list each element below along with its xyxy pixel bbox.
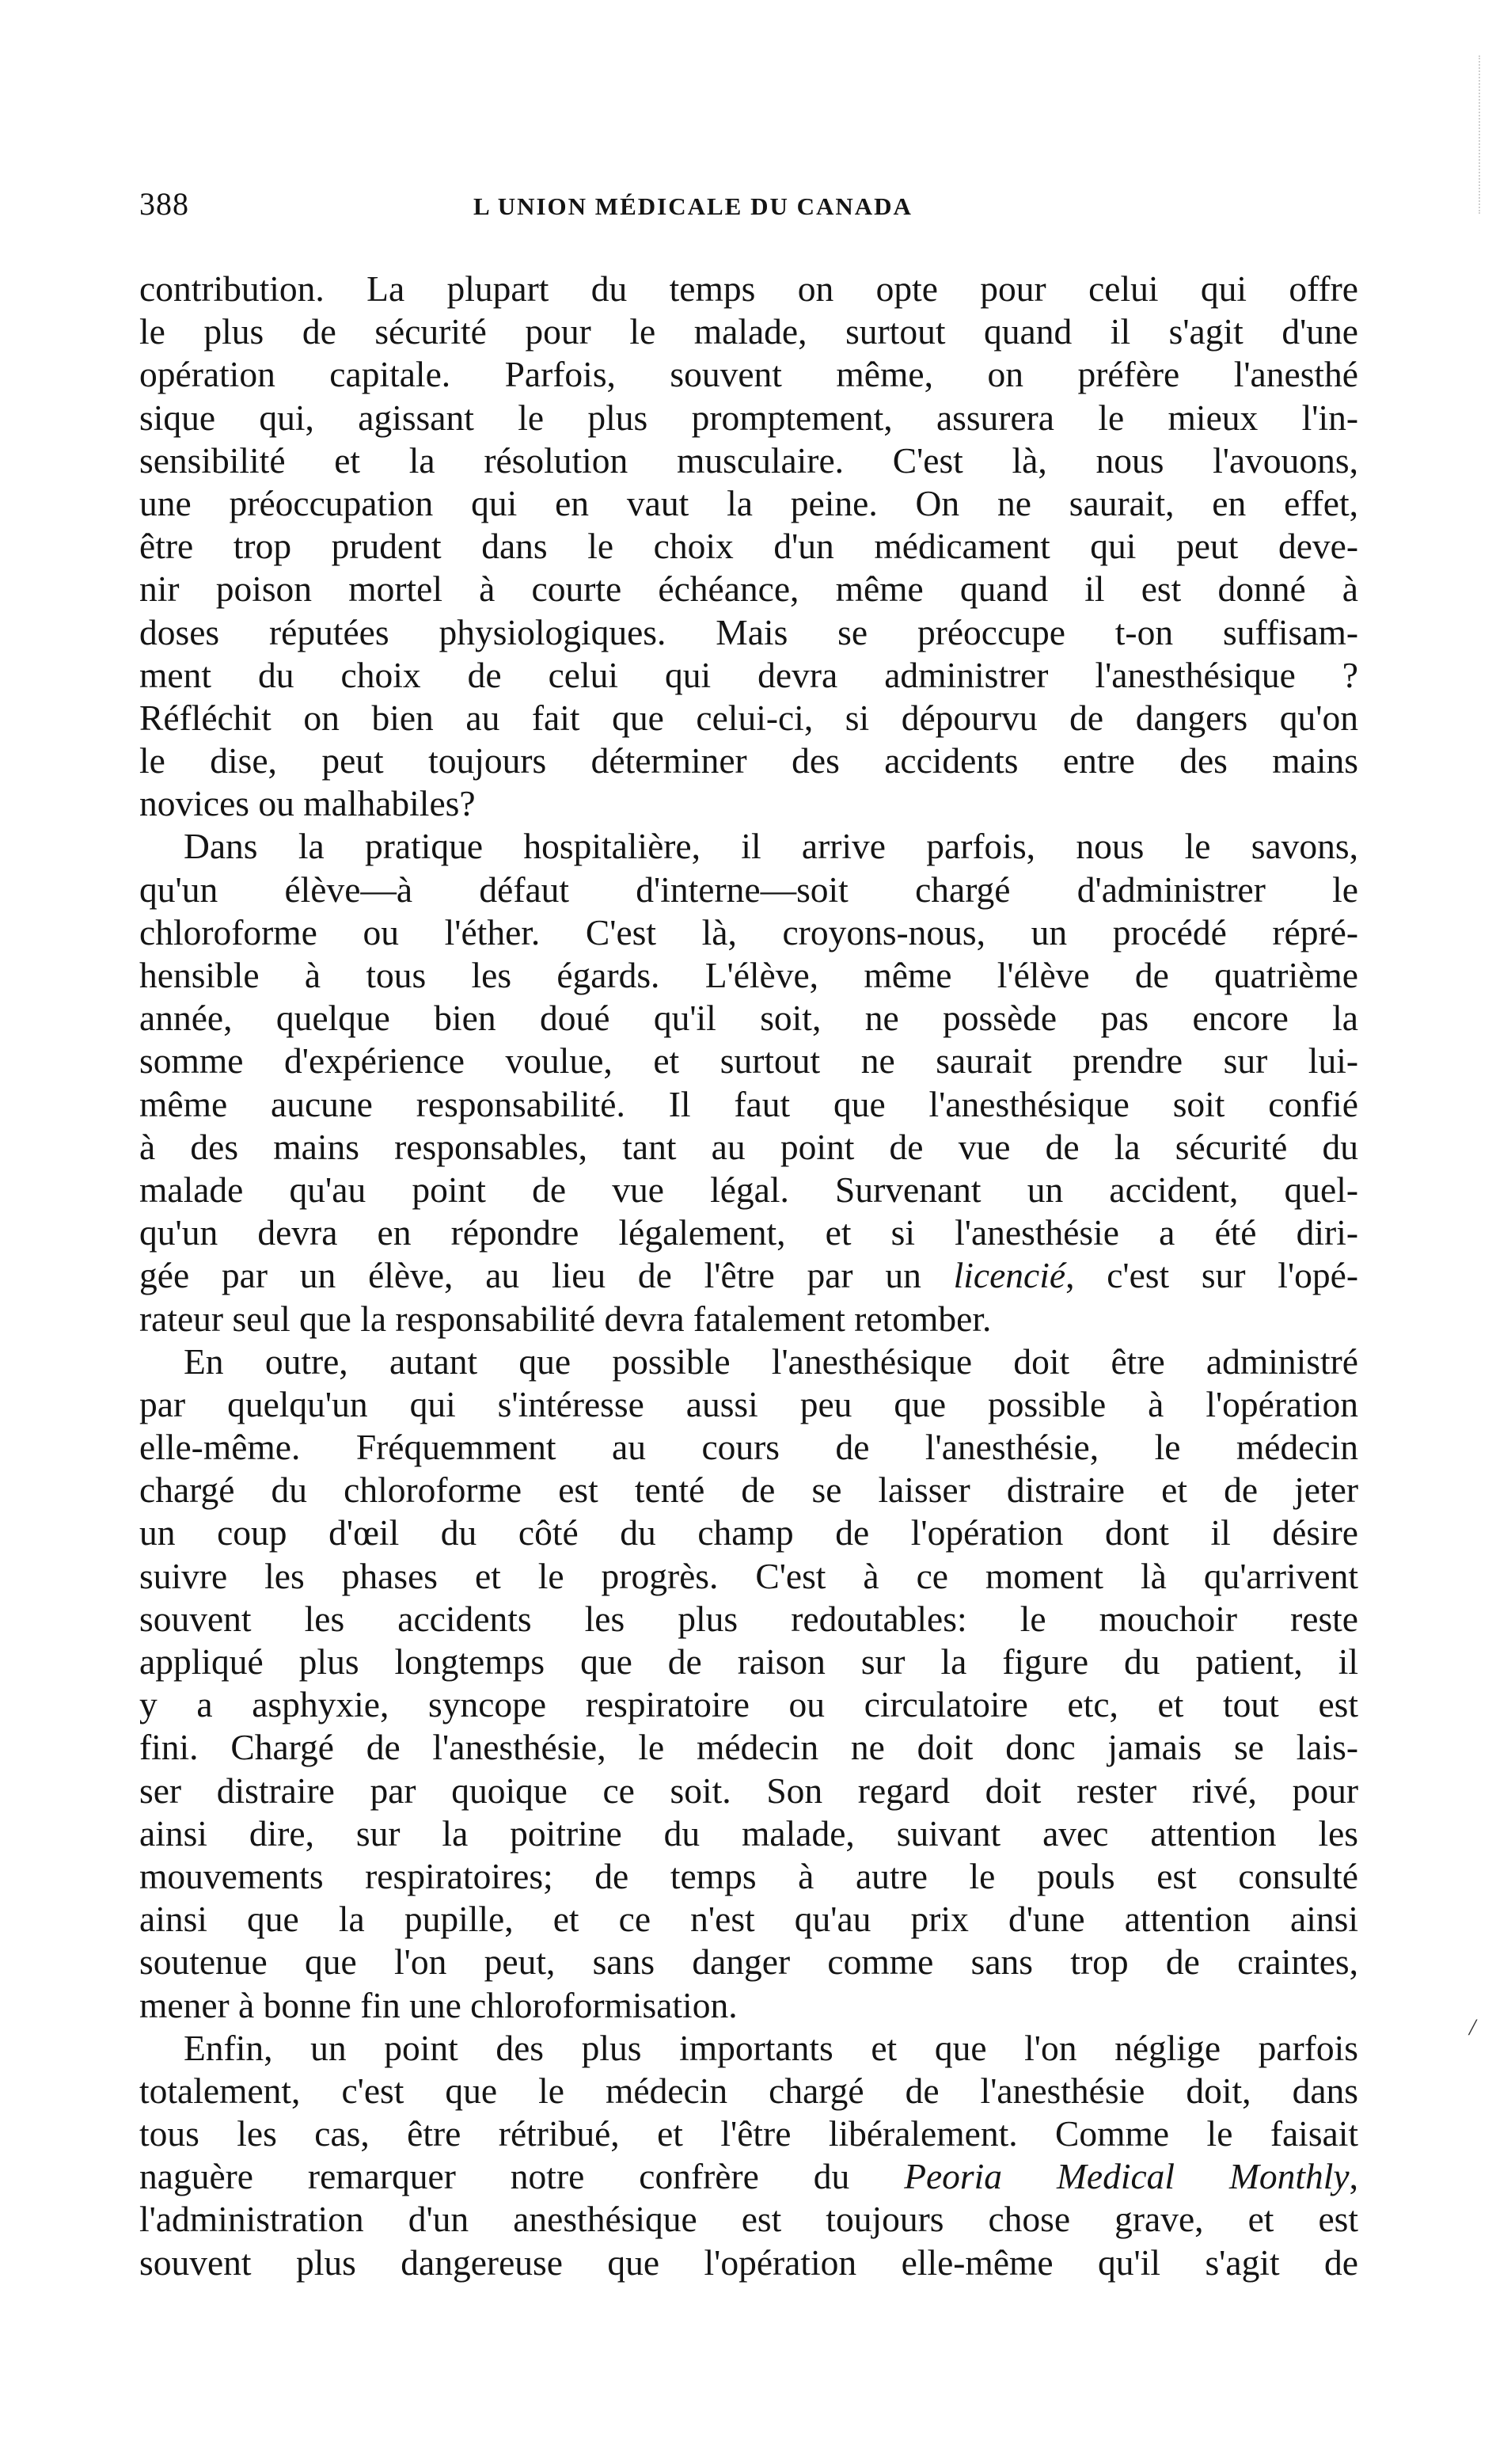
text-line: hensible à tous les égards. L'élève, même l'élève de quatrième — [139, 955, 1358, 995]
text-line: nir poison mortel à courte échéance, même quand il est donné à — [139, 568, 1358, 610]
text-line: ment du choix de celui qui devra administrer l'anesthésique ? — [139, 654, 1358, 695]
text-line: souvent les accidents les plus redoutables: le mouchoir reste — [139, 1598, 1358, 1639]
text-line: novices ou malhabiles? — [139, 783, 476, 824]
text-line: sique qui, agissant le plus promptement, assurera le mieux l'in- — [139, 397, 1358, 438]
text-line: y a asphyxie, syncope respiratoire ou circulatoire etc, et tout est — [139, 1684, 1358, 1725]
paragraph — [139, 268, 1358, 825]
paragraph — [139, 1340, 1358, 2027]
text-line: contribution. La plupart du temps on opte pour celui qui offre — [139, 268, 1358, 309]
text-line: l'administration d'un anesthésique est toujours chose grave, et est — [139, 2199, 1358, 2240]
text-line: sensibilité et la résolution musculaire. C'est là, nous l'avouons, — [139, 439, 1358, 481]
page-number: 388 — [139, 186, 189, 222]
margin-mark: / — [1469, 2014, 1476, 2040]
text-line: à des mains responsables, tant au point de vue de la sécurité du — [139, 1126, 1358, 1167]
text-line: En outre, autant que possible l'anesthésique doit être administré — [184, 1340, 1358, 1382]
text-line: année, quelque bien doué qu'il soit, ne possède pas encore la — [139, 998, 1358, 1039]
text-line: mouvements respiratoires; de temps à autre le pouls est consulté — [139, 1855, 1358, 1896]
text-line: suivre les phases et le progrès. C'est à ce moment là qu'arrivent — [139, 1555, 1358, 1596]
text-line: Enfin, un point des plus importants et que l'on néglige parfois — [184, 2027, 1358, 2068]
text-line: malade qu'au point de vue légal. Survenant un accident, quel- — [139, 1169, 1358, 1210]
text-line: par quelqu'un qui s'intéresse aussi peu que possible à l'opération — [139, 1383, 1358, 1424]
text-line: appliqué plus longtemps que de raison sur la figure du patient, il — [139, 1641, 1358, 1682]
text-line: soutenue que l'on peut, sans danger comme sans trop de craintes, — [139, 1941, 1358, 1983]
text-line: rateur seul que la responsabilité devra fatalement retomber. — [139, 1298, 992, 1339]
paragraph — [139, 2027, 1358, 2284]
text-line: qu'un élève—à défaut d'interne—soit chargé d'administrer le — [139, 869, 1358, 910]
text-line: un coup d'œil du côté du champ de l'opération dont il désire — [139, 1512, 1358, 1553]
text-line: naguère remarquer notre confrère du Peoria Medical Monthly, — [139, 2156, 1358, 2197]
text-line: mener à bonne fin une chloroformisation. — [139, 1984, 738, 2025]
text-line: Réfléchit on bien au fait que celui-ci, si dépourvu de dangers qu'on — [139, 697, 1358, 738]
text-line: ser distraire par quoique ce soit. Son regard doit rester rivé, pour — [139, 1770, 1358, 1811]
text-line: totalement, c'est que le médecin chargé de l'anesthésie doit, dans — [139, 2070, 1358, 2111]
body-text — [139, 268, 1358, 2284]
text-line: chloroforme ou l'éther. C'est là, croyons-nous, un procédé répré- — [139, 911, 1358, 953]
text-line: le dise, peut toujours déterminer des accidents entre des mains — [139, 740, 1358, 781]
text-line: elle-même. Fréquemment au cours de l'anesthésie, le médecin — [139, 1427, 1358, 1468]
scan-edge-artifact — [1479, 55, 1487, 214]
text-line: doses réputées physiologiques. Mais se préoccupe t-on suffisam- — [139, 611, 1358, 652]
text-line: ainsi que la pupille, et ce n'est qu'au prix d'une attention ainsi — [139, 1899, 1358, 1940]
text-line: souvent plus dangereuse que l'opération elle-même qu'il s'agit de — [139, 2242, 1358, 2283]
text-line: somme d'expérience voulue, et surtout ne saurait prendre sur lui- — [139, 1040, 1358, 1082]
text-line: le plus de sécurité pour le malade, surtout quand il s'agit d'une — [139, 311, 1358, 352]
text-line: même aucune responsabilité. Il faut que l'anesthésique soit confié — [139, 1083, 1358, 1124]
text-line: être trop prudent dans le choix d'un médicament qui peut deve- — [139, 526, 1358, 567]
text-line: chargé du chloroforme est tenté de se laisser distraire et de jeter — [139, 1470, 1358, 1511]
text-line: opération capitale. Parfois, souvent même, on préfère l'anesthé — [139, 354, 1358, 395]
text-line: qu'un devra en répondre légalement, et si l'anesthésie a été diri- — [139, 1212, 1358, 1253]
text-line: une préoccupation qui en vaut la peine. On ne saurait, en effet, — [139, 482, 1358, 523]
paragraph — [139, 825, 1358, 1340]
page-header — [139, 188, 1358, 220]
text-line: Dans la pratique hospitalière, il arrive parfois, nous le savons, — [184, 826, 1358, 867]
italic-term: Peoria Medical Monthly — [904, 2156, 1350, 2197]
running-title: L UNION MÉDICALE DU CANADA — [473, 192, 913, 220]
text-line: gée par un élève, au lieu de l'être par un licencié, c'est sur l'opé- — [139, 1255, 1358, 1296]
text-line: tous les cas, être rétribué, et l'être libéralement. Comme le faisait — [139, 2113, 1358, 2154]
text-line: ainsi dire, sur la poitrine du malade, suivant avec attention les — [139, 1812, 1358, 1854]
italic-term: licencié — [953, 1255, 1066, 1296]
text-line: fini. Chargé de l'anesthésie, le médecin ne doit donc jamais se lais- — [139, 1727, 1358, 1768]
